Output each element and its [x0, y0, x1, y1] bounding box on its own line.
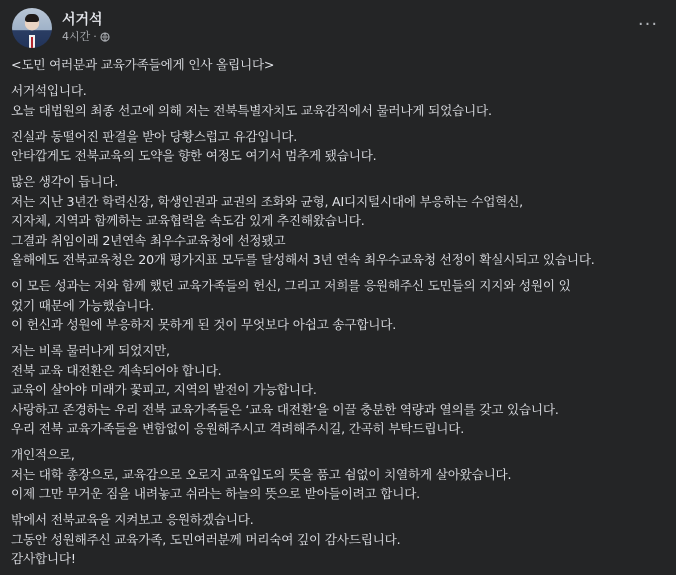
- text-line: 전북 교육 대전환은 계속되어야 합니다.: [11, 362, 222, 378]
- text-line: 서거석입니다.: [11, 83, 87, 98]
- text-line: 많은 생각이 듭니다.: [11, 174, 119, 189]
- globe-icon: [100, 32, 110, 42]
- post-time[interactable]: 4시간: [62, 30, 91, 43]
- text-line: 올해에도 전북교육청은 20개 평가지표 모두를 달성해서 3년 연속 최우수교육청 선정이 확실시되고 있습니다.: [11, 252, 595, 267]
- text-line: 사랑하고 존경하는 우리 전북 교육가족들은 ‘교육 대전환’을 이끌 충분한 역량과 열의를 갖고 있습니다.: [11, 401, 559, 417]
- text-line: 이제 그만 무거운 짐을 내려놓고 쉬라는 하늘의 뜻으로 받아들이려고 합니다.: [11, 486, 420, 501]
- paragraph-2: [11, 127, 671, 166]
- separator-dot: ·: [93, 30, 97, 43]
- post-header: [12, 6, 110, 50]
- paragraph-5: [11, 341, 671, 439]
- more-options-button[interactable]: [634, 14, 662, 34]
- post-meta: [62, 11, 110, 45]
- text-line: 진실과 동떨어진 판결을 받아 당황스럽고 유감입니다.: [11, 128, 298, 144]
- text-line: 이 헌신과 성원에 부응하지 못하게 된 것이 무엇보다 아쉽고 송구합니다.: [11, 317, 397, 332]
- post-subline: [62, 29, 110, 45]
- paragraph-4: [11, 276, 671, 335]
- author-avatar[interactable]: [12, 8, 52, 48]
- text-line: 저는 지난 3년간 학력신장, 학생인권과 교권의 조화와 균형, AI디지털시대에 부응하는 수업혁신,: [11, 193, 523, 209]
- post-body: [11, 55, 671, 575]
- text-line: 감사합니다!: [11, 551, 76, 566]
- text-line: 개인적으로,: [11, 447, 75, 462]
- text-line: 오늘 대법원의 최종 선고에 의해 저는 전북특별자치도 교육감직에서 물러나게 되었습니다.: [11, 102, 492, 118]
- text-line: 었기 때문에 가능했습니다.: [11, 297, 155, 313]
- more-icon: ···: [637, 13, 659, 35]
- text-line: 이 모든 성과는 저와 함께 했던 교육가족들의 헌신, 그리고 저희를 응원해주신 도민들의 지지와 성원이 있: [11, 278, 571, 293]
- text-line: 밖에서 전북교육을 지켜보고 응원하겠습니다.: [11, 512, 254, 527]
- text-line: 저는 비록 물러나게 되었지만,: [11, 343, 170, 358]
- paragraph-6: [11, 445, 671, 504]
- text-line: 지자체, 지역과 함께하는 교육협력을 속도감 있게 추진해왔습니다.: [11, 213, 365, 228]
- text-line: 저는 대학 총장으로, 교육감으로 오로지 교육입도의 뜻을 품고 쉼없이 치열하게 살아왔습니다.: [11, 466, 512, 482]
- text-line: 교육이 살아야 미래가 꽃피고, 지역의 발전이 가능합니다.: [11, 382, 317, 397]
- post-title: <도민 여러분과 교육가족들에게 인사 올립니다>: [11, 57, 275, 72]
- paragraph-7: [11, 510, 671, 569]
- paragraph-1: [11, 81, 671, 120]
- paragraph-3: [11, 172, 671, 270]
- text-line: 안타깝게도 전북교육의 도약을 향한 여정도 여기서 멈추게 됐습니다.: [11, 148, 377, 163]
- post-title-paragraph: [11, 55, 671, 75]
- text-line: 그결과 취임이래 2년연속 최우수교육청에 선정됐고: [11, 232, 286, 248]
- avatar-hair: [25, 14, 39, 22]
- text-line: 우리 전북 교육가족들을 변함없이 응원해주시고 격려해주시길, 간곡히 부탁드립니다.: [11, 421, 465, 436]
- author-name[interactable]: 서거석: [62, 12, 103, 28]
- text-line: 그동안 성원해주신 교육가족, 도민여러분께 머리숙여 깊이 감사드립니다.: [11, 531, 401, 547]
- avatar-tie: [31, 37, 33, 48]
